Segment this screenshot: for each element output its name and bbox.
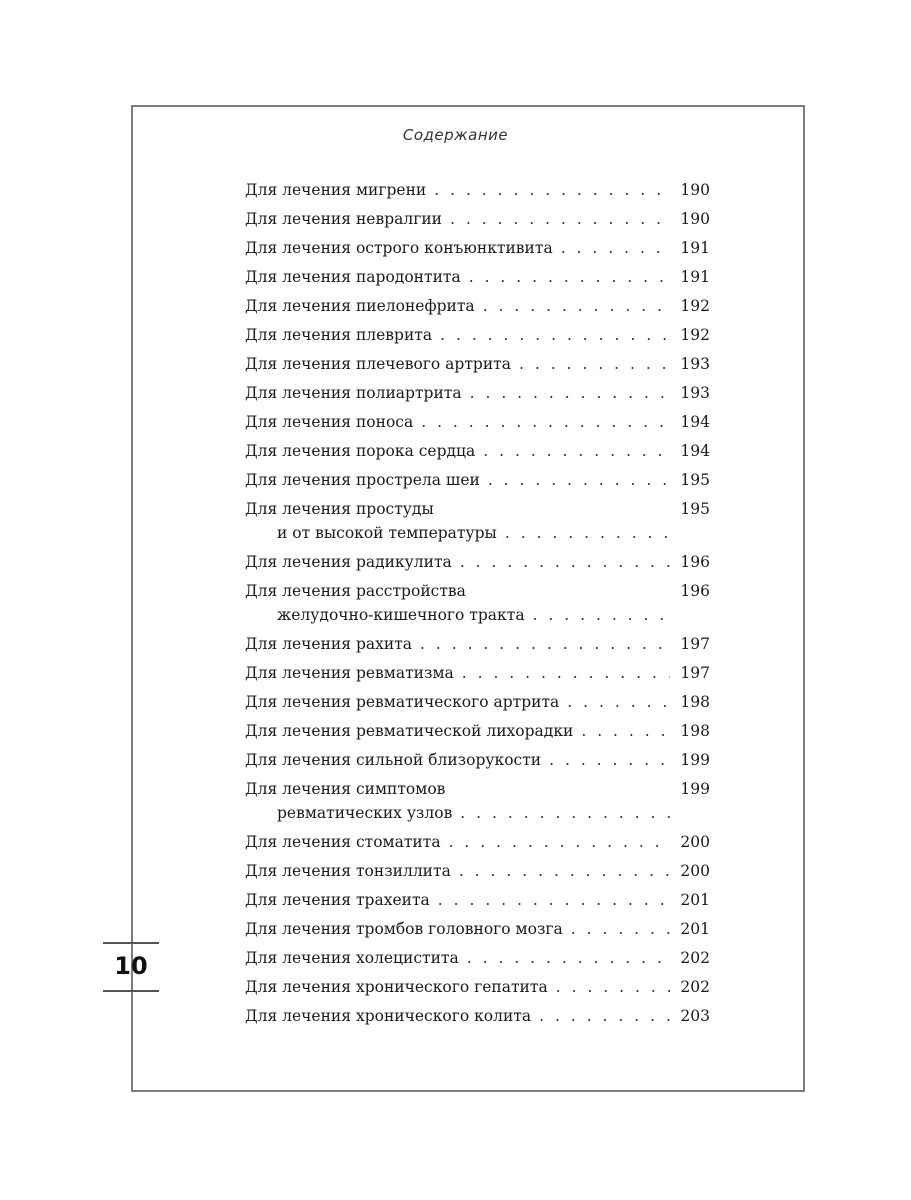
toc-entry-page-number: 194 [680,413,710,431]
running-head: Содержание [402,126,509,144]
page-number-rule-top [103,942,159,944]
dot-leader [459,861,670,881]
toc-entry [245,692,710,712]
dot-leader [533,605,670,625]
toc-entry [245,296,710,316]
toc-entry-title: Для лечения ревматического артрита [245,693,560,711]
toc-entry-title: Для лечения ревматической лихорадки [245,722,574,740]
toc-entry-page-number: 192 [680,326,710,344]
toc-entry-page-number: 191 [680,268,710,286]
toc-entry-line [245,721,676,741]
toc-entry-text [245,721,676,741]
toc-entry-text [245,861,676,881]
toc-entry [245,354,710,374]
toc-entry-text [245,441,676,461]
toc-entry-page-number: 198 [680,722,710,740]
toc-entry [245,470,710,490]
page-number-marker [103,942,159,992]
toc-entry-line [245,977,676,997]
toc-entry [245,634,710,654]
toc-entry-text [245,919,676,939]
toc-entry-text [245,948,676,968]
toc-entry [245,180,710,200]
toc-entry-title: Для лечения острого конъюнктивита [245,239,553,257]
toc-entry-title: Для лечения поноса [245,413,414,431]
toc-entry-page-number: 198 [680,693,710,711]
toc-entry-page-number: 199 [680,780,710,798]
toc-entry [245,779,710,823]
toc-entry-page-number: 190 [680,210,710,228]
toc-entry-title: Для лечения полиартрита [245,384,462,402]
toc-entry-page-number: 193 [680,384,710,402]
toc-entry-line [245,412,676,432]
dot-leader [549,750,670,770]
dot-leader [440,325,670,345]
dot-leader [434,180,670,200]
toc-entry-page-number: 191 [680,239,710,257]
toc-entry-text [245,552,676,572]
toc-entry-title: Для лечения рахита [245,635,413,653]
toc-entry-title: Для лечения стоматита [245,833,441,851]
toc-entry [245,209,710,229]
toc-entry-page-number: 196 [680,553,710,571]
dot-leader [581,721,670,741]
toc-entry-continuation: и от высокой температуры [277,524,497,542]
toc-entry-text [245,383,676,403]
toc-entry [245,832,710,852]
toc-entry-line [245,663,676,683]
toc-entry-page-number: 202 [680,978,710,996]
toc-entry-line [245,296,676,316]
toc-entry-page-number: 193 [680,355,710,373]
toc-entry [245,412,710,432]
toc-entry-text [245,354,676,374]
toc-entry-line [245,325,676,345]
toc-entry-line [245,861,676,881]
toc-entry-title: Для лечения простуды [245,500,434,518]
toc-entry-page-number: 192 [680,297,710,315]
toc-entry-title: Для лечения трахеита [245,891,430,909]
toc-entry-title: Для лечения хронического гепатита [245,978,548,996]
toc-entry [245,499,710,543]
toc-entry-continuation-line [245,605,676,625]
page-number-rule-bottom [103,990,159,992]
toc-entry [245,581,710,625]
toc-entry-line [245,267,676,287]
toc-entry-page-number: 199 [680,751,710,769]
dot-leader [567,692,670,712]
toc-entry-text [245,296,676,316]
dot-leader [571,919,670,939]
toc-entry-page-number: 197 [680,664,710,682]
toc-entry-line [245,919,676,939]
toc-entry-page-number: 202 [680,949,710,967]
toc-entry-line [245,750,676,770]
page-number: 10 [114,952,148,980]
dot-leader [438,890,670,910]
toc-entry-text [245,634,676,654]
dot-leader [505,523,670,543]
toc-entry-title: Для лечения пиелонефрита [245,297,475,315]
toc-entry-title: Для лечения невралгии [245,210,442,228]
toc-entry-text [245,209,676,229]
toc-entry-line [245,238,676,258]
toc-entry-line [245,832,676,852]
toc-entry [245,238,710,258]
toc-entry-page-number: 194 [680,442,710,460]
dot-leader [483,296,670,316]
toc-entry-page-number: 201 [680,920,710,938]
toc-entry-page-number: 200 [680,862,710,880]
toc-entry-title: Для лечения тромбов головного мозга [245,920,563,938]
toc-entry-continuation: ревматических узлов [277,804,453,822]
toc-entry-title: Для лечения плечевого артрита [245,355,511,373]
dot-leader [420,634,670,654]
dot-leader [450,209,670,229]
toc-entry-title: Для лечения прострела шеи [245,471,480,489]
toc-entry-title: Для лечения холецистита [245,949,459,967]
toc-entry-text [245,412,676,432]
toc-entry-text [245,890,676,910]
toc-entry-text [245,325,676,345]
dot-leader [421,412,670,432]
toc-entry-line [245,383,676,403]
toc-entry [245,750,710,770]
toc-entry-text [245,499,676,543]
toc-entry [245,977,710,997]
toc-entry-page-number: 195 [680,500,710,518]
toc-entry-text [245,692,676,712]
toc-entry-text [245,663,676,683]
toc-entry-title: Для лечения мигрени [245,181,427,199]
toc-entry-title: Для лечения ревматизма [245,664,454,682]
dot-leader [467,948,670,968]
toc-entry [245,663,710,683]
dot-leader [469,267,670,287]
toc-entry-title: Для лечения расстройства [245,582,466,600]
toc-entry-text [245,1006,676,1026]
toc-entry-line [245,441,676,461]
toc-entry-line [245,890,676,910]
toc-entry-text [245,180,676,200]
toc-entry-text [245,470,676,490]
toc-entry-title: Для лечения хронического колита [245,1007,532,1025]
toc-entry-title: Для лечения симптомов [245,780,446,798]
toc-entry-line [245,692,676,712]
toc-entry [245,721,710,741]
toc-entry-line [245,354,676,374]
dot-leader [488,470,670,490]
dot-leader [460,552,670,572]
toc-entry-title: Для лечения порока сердца [245,442,476,460]
toc-entry-text [245,750,676,770]
toc-entry [245,890,710,910]
dot-leader [519,354,670,374]
toc-entry-line [245,180,676,200]
dot-leader [449,832,670,852]
toc-entry-page-number: 201 [680,891,710,909]
toc-entry [245,325,710,345]
toc-entry-line [245,470,676,490]
toc-entry [245,267,710,287]
toc-entry [245,383,710,403]
toc-entry-page-number: 200 [680,833,710,851]
dot-leader [539,1006,670,1026]
toc-entry-page-number: 195 [680,471,710,489]
toc-entry-text [245,238,676,258]
toc-entry-text [245,779,676,823]
toc-entry-continuation-line [245,803,676,823]
toc-entry-page-number: 197 [680,635,710,653]
toc-entry-title: Для лечения плеврита [245,326,433,344]
toc-entry-text [245,267,676,287]
toc-entry-text [245,832,676,852]
toc-entry-text [245,581,676,625]
toc-entry [245,861,710,881]
dot-leader [462,663,670,683]
dot-leader [561,238,670,258]
toc-entry-page-number: 190 [680,181,710,199]
toc-entry [245,441,710,461]
toc-entry-line [245,209,676,229]
dot-leader [460,803,670,823]
toc-entry-title: Для лечения сильной близорукости [245,751,542,769]
toc-entry [245,948,710,968]
dot-leader [556,977,670,997]
toc-entry-continuation: желудочно-кишечного тракта [277,606,525,624]
toc-entry-line [245,634,676,654]
toc-entry-title: Для лечения радикулита [245,553,452,571]
toc-entry-continuation-line [245,523,676,543]
table-of-contents [245,180,710,1035]
toc-entry-page-number: 196 [680,582,710,600]
toc-entry-line [245,552,676,572]
toc-entry-title: Для лечения тонзиллита [245,862,451,880]
toc-entry [245,1006,710,1026]
dot-leader [470,383,670,403]
toc-entry-line [245,1006,676,1026]
toc-entry-page-number: 203 [680,1007,710,1025]
dot-leader [483,441,670,461]
toc-entry [245,919,710,939]
toc-entry-text [245,977,676,997]
toc-entry-line [245,948,676,968]
toc-entry-title: Для лечения пародонтита [245,268,461,286]
toc-entry [245,552,710,572]
